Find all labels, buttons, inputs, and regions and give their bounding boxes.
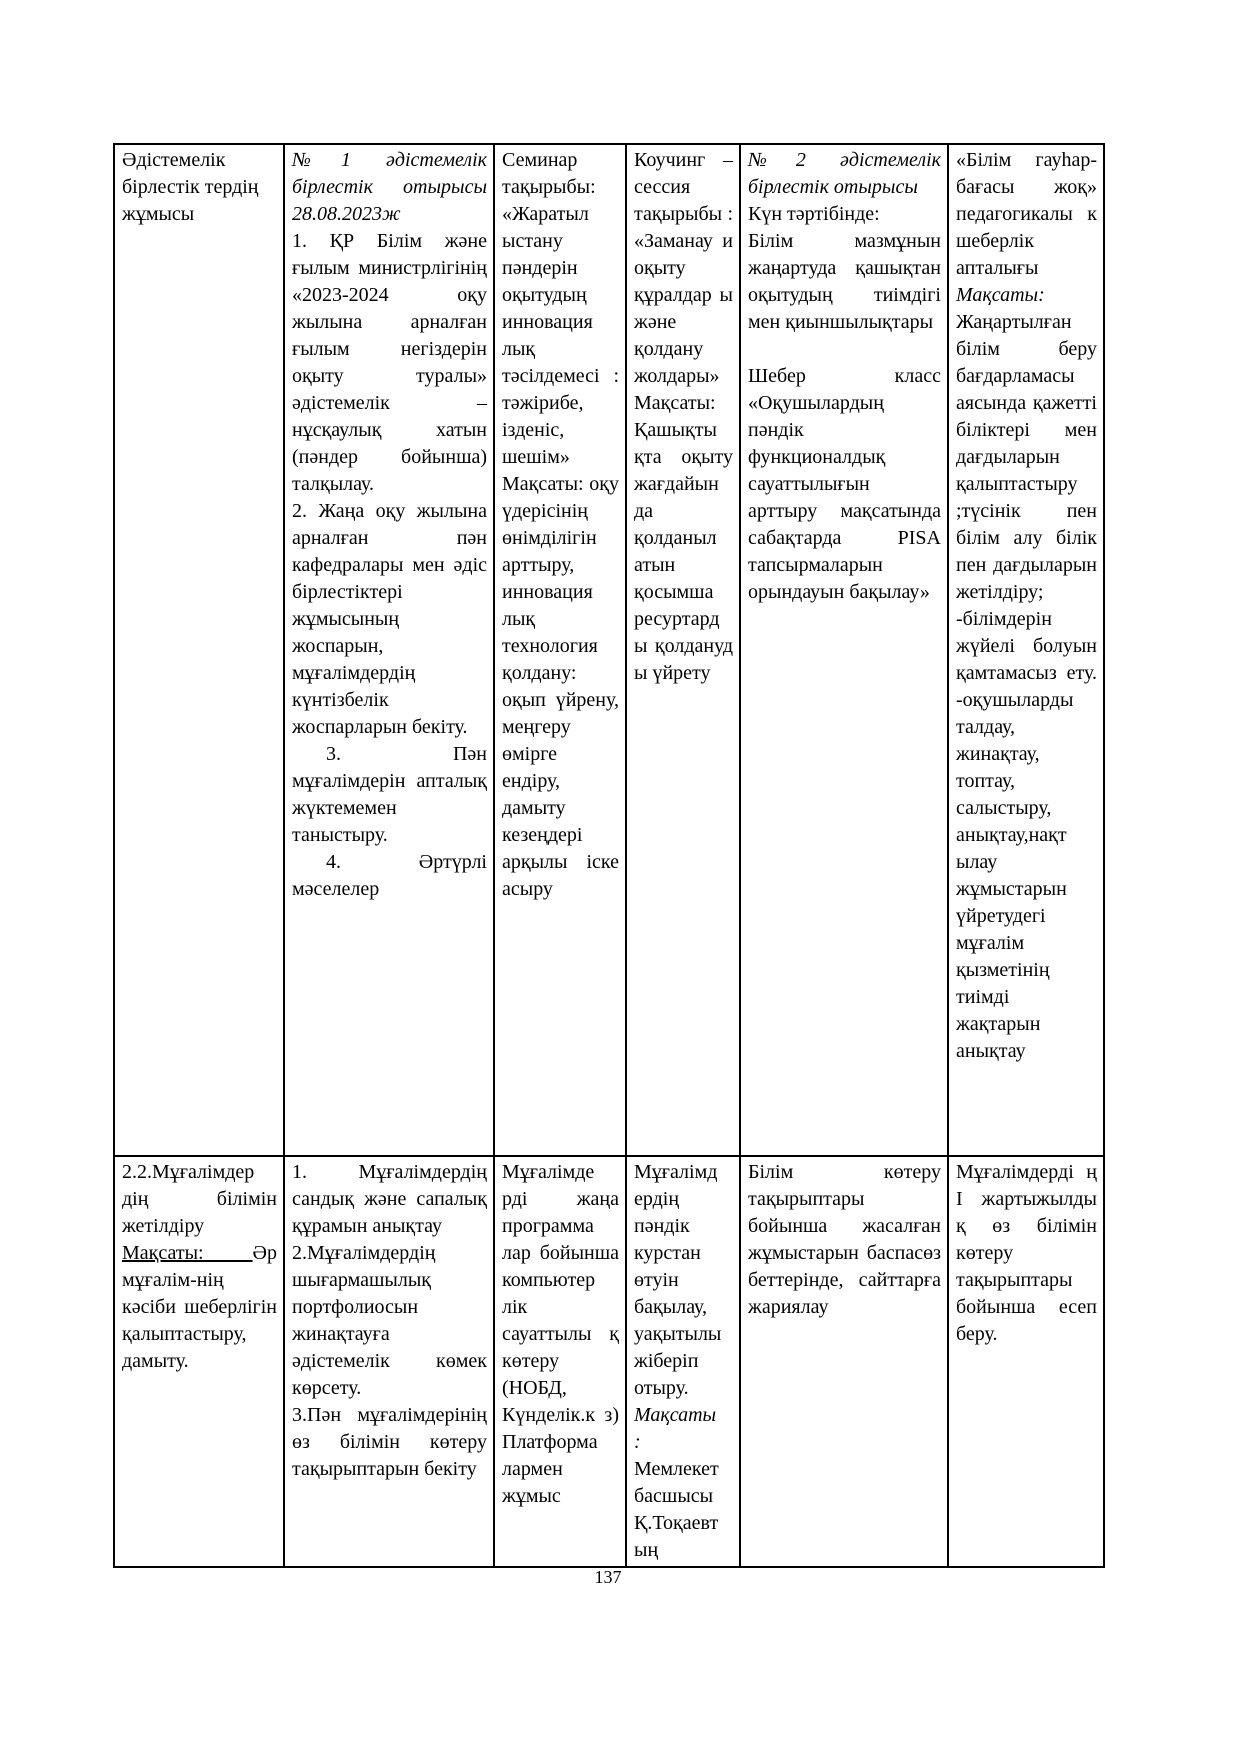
text-run: Мақсаты:	[122, 1242, 253, 1264]
cell-paragraph	[292, 498, 492, 741]
text-run: 4. Әртүрлі мәселелер	[292, 851, 492, 900]
table-body	[114, 144, 1104, 1567]
table-cell	[626, 144, 740, 1156]
text-run: 3.Пән мұғалімдерінің өз білімін көтеру тақырыптарын бекіту	[292, 1404, 492, 1480]
cell-paragraph	[634, 147, 738, 687]
cell-paragraph	[634, 1159, 733, 1402]
text-run: Мұғалімд ердің пәндік курстан өтуін бақылау, уақытылы жіберіп отыру.	[634, 1161, 727, 1399]
cell-paragraph	[292, 1402, 492, 1483]
cell-paragraph	[956, 1159, 1102, 1348]
text-run: Күн тәртібінде:	[748, 203, 880, 225]
text-run: Мақсаты:	[956, 284, 1045, 306]
cell-paragraph	[292, 1159, 492, 1240]
table-cell	[626, 1156, 740, 1567]
cell-paragraph	[956, 282, 1097, 309]
text-run: 2.Мұғалімдердің шығармашылық портфолиосын жинақтауға әдістемелік көмек көрсету.	[292, 1242, 492, 1399]
table-cell	[740, 1156, 948, 1567]
table-cell	[948, 144, 1104, 1156]
text-run: 1. ҚР Білім және ғылым министрлігінің «2023-2024 оқу жылына арналған ғылым негіздерін оқыту туралы» әдістемелік – нұсқаулық хатын (пәндер бойынша) талқылау.	[292, 230, 492, 495]
table-cell	[114, 144, 284, 1156]
table-row	[114, 1156, 1104, 1567]
text-run: 3. Пән мұғалімдерін апталық жүктемемен таныстыру.	[292, 743, 492, 846]
methodical-work-table	[113, 143, 1105, 1568]
text-run: «Білім гауһар-бағасы жоқ» педагогикалы к шеберлік апталығы	[956, 149, 1102, 279]
text-run: Семинар тақырыбы: «Жаратыл ыстану пәндерін оқытудың инновация лық тәсілдемесі : тәжірибе, ізденіс, шешім» Мақсаты: оқу үдерісінің өнімділігін арттыру, инновация лық технология қолдану: оқып үйрену, меңгеру өмірге ендіру, дамыту кезеңдері арқылы іске асыру	[502, 149, 624, 900]
text-run: Білім мазмұнын жаңартуда қашықтан оқытудың тиімдігі мен қиыншылықтары	[748, 230, 946, 333]
text-run: Мемлекет басшысы Қ.Тоқаевт ың	[634, 1458, 724, 1561]
table-cell	[494, 144, 626, 1156]
cell-paragraph	[292, 1240, 492, 1402]
cell-blank-line	[748, 336, 941, 363]
cell-paragraph	[956, 147, 1102, 282]
text-run: Шебер класс «Оқушылардың пәндік функционалдық сауаттылығын арттыру мақсатында сабақтарда PISA тапсырмаларын орындауын бақылау»	[748, 365, 946, 603]
page-number: 137	[594, 1567, 622, 1587]
cell-paragraph	[634, 1429, 733, 1456]
text-run: :	[634, 1431, 641, 1453]
text-run: Әдістемелік бірлестік тердің жұмысы	[122, 149, 264, 225]
cell-paragraph	[122, 147, 277, 228]
text-run: Білім көтеру тақырыптары бойынша жасалған жұмыстарын баспасөз беттерінде, сайттарға жариялау	[748, 1161, 946, 1318]
cell-paragraph	[634, 1402, 733, 1429]
table-row	[114, 144, 1104, 1156]
text-run: Мұғалімде рді жаңа программа лар бойынша компьютер лік сауаттылы қ көтеру (НОБД, Күнделік.к з) Платформа лармен жұмыс	[502, 1161, 624, 1507]
cell-paragraph	[122, 1159, 282, 1240]
text-run: Мұғалімдерді ң I жартыжылды қ өз білімін көтеру тақырыптары бойынша есеп беру.	[956, 1161, 1102, 1345]
text-run: Коучинг – сессия тақырыбы : «Заманау и оқыту құралдар ы және қолдану жолдары» Мақсаты: Қашықты қта оқыту жағдайын да қолданыл атын қосымша ресуртард ы қолдануд ы үйрету	[634, 149, 738, 684]
table-cell	[114, 1156, 284, 1567]
text-run: №1 әдістемелік бірлестік отырысы 28.08.2023ж	[292, 149, 492, 225]
table-cell	[284, 144, 494, 1156]
cell-paragraph	[292, 741, 492, 849]
text-run: 2. Жаңа оқу жылына арналған пән кафедралары мен әдіс бірлестіктері жұмысының жоспарын, мұғалімдердің күнтізбелік жоспарларын бекіту.	[292, 500, 492, 738]
table-cell	[948, 1156, 1104, 1567]
table-cell	[284, 1156, 494, 1567]
cell-paragraph	[748, 147, 946, 201]
cell-paragraph	[292, 849, 492, 903]
text-run: Жаңартылған білім беру бағдарламасы аясында қажетті біліктері мен дағдыларын қалыптастыру ;түсінік пен білім алу білік пен дағдыларын жетілдіру; -білімдерін жүйелі болуын қамтамасыз ету. -оқушыларды талдау, жинақтау, топтау, салыстыру, анықтау,нақт ылау жұмыстарын үйретудегі мұғалім қызметінің тиімді жақтарын анықтау	[956, 311, 1102, 1062]
cell-paragraph	[748, 228, 946, 336]
cell-paragraph	[748, 1159, 946, 1321]
text-run: 1. Мұғалімдердің сандық және сапалық құрамын анықтау	[292, 1161, 492, 1237]
text-run: Әр мұғалім-нің кәсіби шеберлігін қалыптастыру, дамыту.	[122, 1242, 282, 1372]
cell-paragraph	[502, 147, 624, 903]
cell-paragraph	[956, 309, 1102, 1065]
cell-paragraph	[122, 1240, 282, 1375]
cell-paragraph	[292, 228, 492, 498]
text-run: №2 әдістемелік бірлестік отырысы	[748, 149, 946, 198]
cell-paragraph	[748, 201, 941, 228]
cell-paragraph	[748, 363, 946, 606]
table-cell	[494, 1156, 626, 1567]
cell-paragraph	[634, 1456, 733, 1564]
cell-paragraph	[292, 147, 492, 228]
table-cell	[740, 144, 948, 1156]
text-run: Мақсаты	[634, 1404, 717, 1426]
cell-paragraph	[502, 1159, 624, 1510]
text-run: 2.2.Мұғалімдер дің білімін жетілдіру	[122, 1161, 282, 1237]
